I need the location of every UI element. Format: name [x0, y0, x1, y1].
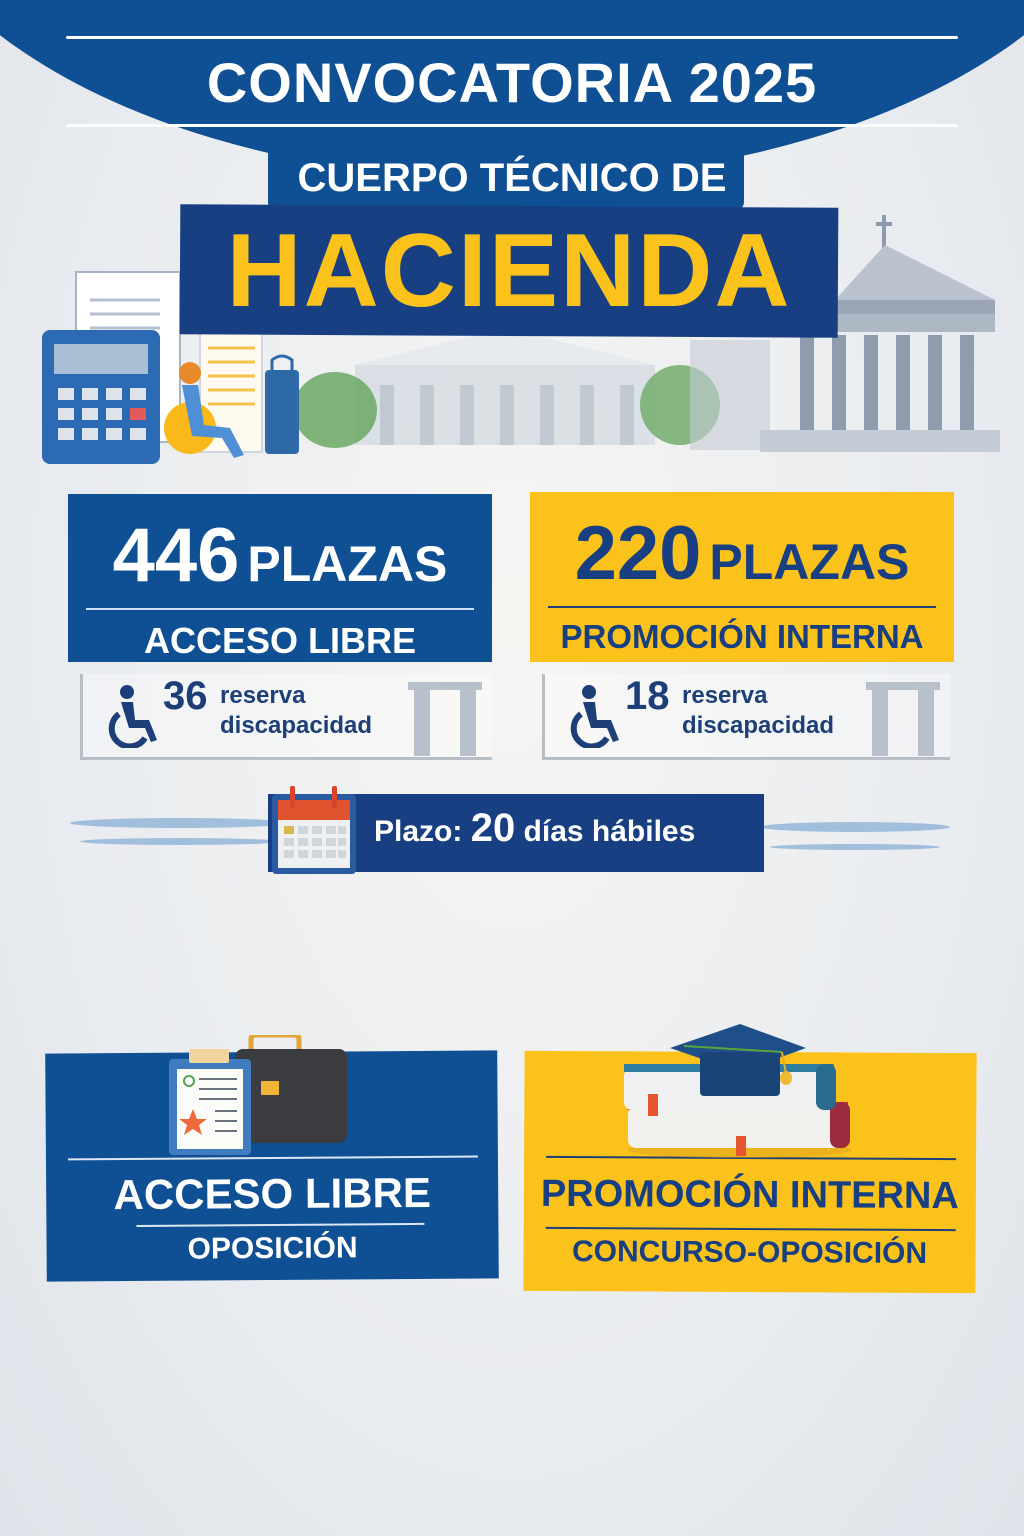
pillar-icon: [408, 682, 482, 756]
divider: [546, 1227, 956, 1231]
system-title: ACCESO LIBRE: [113, 1168, 432, 1219]
reserve-label: reserva: [220, 682, 306, 709]
calculator-icon: [42, 330, 160, 464]
pillar-icon: [866, 682, 940, 756]
books-graduation-cap-icon: [620, 1022, 860, 1162]
reserve-count: 36: [163, 674, 208, 718]
reserve-card-promocion-interna: [542, 674, 950, 760]
wheelchair-icon: [567, 684, 627, 748]
divider: [548, 606, 936, 608]
clipboard-briefcase-icon: [165, 1035, 355, 1155]
main-title: HACIENDA: [226, 213, 792, 329]
wheelchair-icon: [105, 684, 165, 748]
reserve-sublabel: discapacidad: [682, 712, 835, 739]
reserve-card-acceso-libre: [80, 674, 492, 760]
divider: [136, 1223, 424, 1227]
deadline-text: Plazo: 20 días hábiles: [374, 806, 696, 850]
brush-stroke: [770, 844, 940, 850]
divider: [68, 1156, 478, 1161]
reserve-label: reserva: [682, 682, 768, 709]
system-title: PROMOCIÓN INTERNA: [540, 1172, 959, 1218]
access-type-label: ACCESO LIBRE: [143, 620, 417, 661]
building-icon: [355, 328, 655, 445]
header-divider-top: [66, 36, 958, 39]
page-subtitle: CUERPO TÉCNICO DE: [297, 156, 727, 200]
brush-stroke: [70, 818, 290, 828]
divider: [86, 608, 474, 610]
system-method: OPOSICIÓN: [187, 1231, 358, 1266]
reserve-sublabel: discapacidad: [220, 712, 373, 739]
plazas-count: 220 PLAZAS: [574, 511, 910, 596]
plazas-card-acceso-libre: [68, 494, 492, 662]
page-title: CONVOCATORIA 2025: [206, 51, 818, 114]
system-method: CONCURSO-OPOSICIÓN: [571, 1235, 928, 1270]
access-type-label: PROMOCIÓN INTERNA: [560, 618, 924, 655]
reserve-count: 18: [625, 674, 670, 718]
brush-stroke: [80, 838, 280, 845]
calendar-icon: [272, 786, 356, 874]
plazas-count: 446 PLAZAS: [112, 513, 448, 598]
plazas-card-promocion-interna: [530, 492, 954, 662]
brush-stroke: [760, 822, 950, 832]
briefcase-icon: [265, 356, 299, 454]
header-divider-bottom: [66, 124, 958, 127]
